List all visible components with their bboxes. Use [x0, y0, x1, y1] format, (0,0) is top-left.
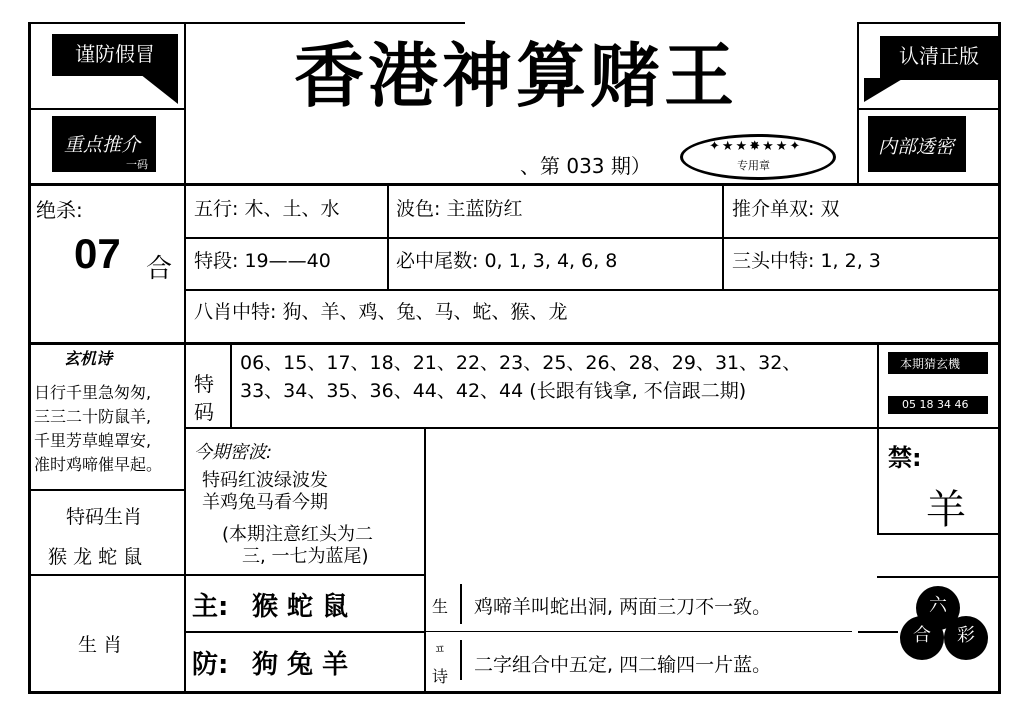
verse-divider-2 [460, 640, 462, 680]
header-divider-left [184, 22, 186, 184]
forbid-value: 羊 [926, 487, 966, 533]
page-title: 香港神算赌王 [294, 35, 738, 117]
right-logo-top [877, 576, 1001, 578]
row1-sub [184, 289, 1001, 291]
left-badge-text: 谨防假冒 [75, 42, 155, 66]
weishu: 必中尾数: 0, 1, 3, 4, 6, 8 [396, 250, 618, 272]
right-guess-numbers-box [888, 396, 988, 414]
row1-vline-1 [387, 184, 389, 290]
frame-top-right [858, 22, 1001, 24]
tema-label-1: 特 [194, 372, 214, 396]
right-badge-tail [864, 78, 904, 102]
secret-note-1: (本期注意红头为二 [222, 524, 374, 545]
logo-char-2: 合 [913, 625, 931, 646]
header-hline-left [28, 108, 186, 110]
tema-line-1: 06、15、17、18、21、22、23、25、26、28、29、31、32、 [240, 352, 802, 374]
secret-note-2: 三, 一七为蓝尾) [242, 546, 369, 567]
teduan: 特段: 19——40 [194, 250, 331, 272]
row1-vline-2 [722, 184, 724, 290]
right-banner-text: 内部透密 [878, 136, 955, 158]
row1-mid [184, 237, 1001, 239]
stamp-stars: ✦★★✸★★✦ [709, 139, 803, 154]
right-banner [868, 116, 966, 172]
left-row3-top [28, 489, 186, 491]
tema-shengxiao-label: 特码生肖 [66, 506, 143, 528]
left-banner-text: 重点推介 [64, 134, 141, 156]
frame-top-left [28, 22, 465, 24]
header-divider-right [857, 22, 859, 184]
secret-title: 今期密波: [194, 442, 273, 463]
kill-label: 绝杀: [36, 198, 83, 222]
left-banner [52, 116, 156, 172]
secret-line-1: 特码红波绿波发 [202, 470, 328, 491]
santou: 三头中特: 1, 2, 3 [732, 250, 881, 272]
baxiao: 八肖中特: 狗、羊、鸡、兔、马、蛇、猴、龙 [194, 301, 568, 323]
frame-left [28, 22, 31, 694]
poem-line-4: 准时鸡啼催早起。 [34, 455, 163, 474]
shengxiao-label: 生 肖 [78, 634, 123, 656]
poem-line-1: 日行千里急匆匆, [34, 383, 152, 402]
stamp-text: 专用章 [737, 159, 770, 172]
verse-divider [460, 584, 462, 624]
header-hline-right [857, 108, 1001, 110]
secret-line-2: 羊鸡兔马看今期 [202, 492, 328, 513]
logo-hline [858, 631, 898, 633]
logo-circle-right [944, 616, 988, 660]
right-badge-text: 认清正版 [899, 44, 979, 68]
side-char-3: 诗 [432, 667, 449, 686]
kill-number: 07 [74, 230, 121, 277]
left-col-vline [184, 344, 186, 692]
right-guess-numbers: 05 18 34 46 [902, 398, 969, 411]
forbid-label: 禁: [888, 444, 922, 472]
verse-line-1: 鸡啼羊叫蛇出洞, 两面三刀不一致。 [474, 596, 772, 618]
side-char-1: 生 [432, 597, 449, 616]
tema-line-2: 33、34、35、36、44、42、44 (长跟有钱拿, 不信跟二期) [240, 380, 747, 402]
issue-number: 、第 033 期） [520, 154, 651, 178]
main-value: 猴 蛇 鼠 [252, 592, 349, 622]
row3-vline [424, 428, 426, 692]
main-label: 主: [192, 592, 229, 622]
row1-left-vline [184, 184, 186, 344]
logo-char-3: 彩 [957, 625, 975, 646]
poem-line-2: 三三二十防鼠羊, [34, 407, 152, 426]
side-char-2: ㅍ [434, 642, 446, 656]
left-banner-sub: 一码 [126, 158, 148, 171]
left-badge-tail [140, 74, 178, 104]
right-guess-box [888, 352, 988, 374]
row2-vline-2 [877, 344, 879, 534]
verse-line-2: 二字组合中五定, 四二输四一片蓝。 [474, 654, 772, 676]
logo-char-1: 六 [929, 595, 947, 616]
row2-vline-1 [230, 344, 232, 428]
defend-label: 防: [192, 650, 229, 680]
left-badge [52, 34, 178, 76]
row1-top [28, 183, 1001, 186]
tema-shengxiao-value: 猴 龙 蛇 鼠 [48, 546, 143, 568]
verse-hline [426, 631, 852, 632]
defend-value: 狗 兔 羊 [252, 650, 349, 680]
logo-circle-left [900, 616, 944, 660]
row4-top [28, 574, 426, 576]
stamp [680, 134, 836, 180]
poem-title: 玄机诗 [64, 349, 113, 368]
wuxing: 五行: 木、土、水 [194, 198, 340, 220]
kill-suffix: 合 [146, 254, 173, 284]
row2-top [28, 342, 1001, 345]
frame-right [998, 22, 1001, 694]
danshuang: 推介单双: 双 [732, 198, 840, 220]
row4-mid [184, 631, 426, 633]
right-badge [880, 36, 998, 80]
bose: 波色: 主蓝防红 [396, 198, 523, 220]
frame-bottom [28, 691, 1001, 694]
tema-label-2: 码 [194, 400, 214, 424]
poem-line-3: 千里芳草蝗罩安, [34, 431, 152, 450]
right-guess-title: 本期猜玄機 [900, 357, 961, 371]
